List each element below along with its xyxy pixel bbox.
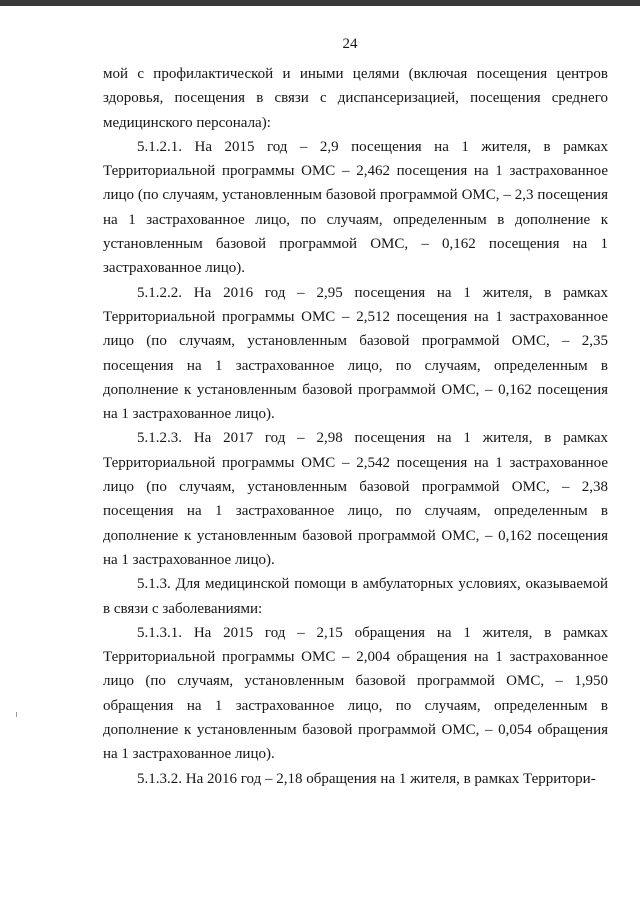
paragraph-5-1-2-3: 5.1.2.3. На 2017 год – 2,98 посещения на 1 жителя, в рамках Территориальной программы ОМС – 2,542 посещения на 1 застрахованное лицо (по случаям, установленным базовой программой ОМС, – 2,38 посещения на 1 застрахованное лицо, по случаям, определенным в дополнение к установленным базовой программой ОМС, – 0,162 посещения на 1 застрахованное лицо). xyxy=(103,430,608,568)
page-body-text xyxy=(103,62,608,791)
paragraph-continuation: мой с профилактической и иными целями (включая посещения центров здоровья, посещения в связи с диспансеризацией, посещения среднего медицинского персонала): xyxy=(103,66,608,131)
page-top-border xyxy=(0,0,640,6)
paragraph-5-1-2-1: 5.1.2.1. На 2015 год – 2,9 посещения на 1 жителя, в рамках Территориальной программы ОМС – 2,462 посещения на 1 застрахованное лицо (по случаям, установленным базовой программой ОМС, – 2,3 посещения на 1 застрахованное лицо, по случаям, определенным в дополнение к установленным базовой программой ОМС, – 0,162 посещения на 1 застрахованное лицо). xyxy=(103,138,608,277)
paragraph-5-1-3-2: 5.1.3.2. На 2016 год – 2,18 обращения на 1 жителя, в рамках Территори- xyxy=(137,770,596,787)
page-number: 24 xyxy=(342,36,358,52)
paragraph-5-1-3: 5.1.3. Для медицинской помощи в амбулаторных условиях, оказываемой в связи с заболеваниями: xyxy=(103,576,608,617)
paragraph-5-1-2-2: 5.1.2.2. На 2016 год – 2,95 посещения на 1 жителя, в рамках Территориальной программы ОМС – 2,512 посещения на 1 застрахованное лицо (по случаям, установленным базовой программой ОМС, – 2,35 посещения на 1 застрахованное лицо, по случаям, определенным в дополнение к установленным базовой программой ОМС, – 0,162 посещения на 1 застрахованное лицо). xyxy=(103,284,608,423)
scan-margin-mark xyxy=(16,712,17,717)
paragraph-5-1-3-1: 5.1.3.1. На 2015 год – 2,15 обращения на 1 жителя, в рамках Территориальной программы ОМС – 2,004 обращения на 1 застрахованное лицо (по случаям, установленным базовой программой ОМС, – 1,950 обращения на 1 застрахованное лицо, по случаям, определенным в дополнение к установленным базовой программой ОМС, – 0,054 обращения на 1 застрахованное лицо). xyxy=(103,624,608,763)
